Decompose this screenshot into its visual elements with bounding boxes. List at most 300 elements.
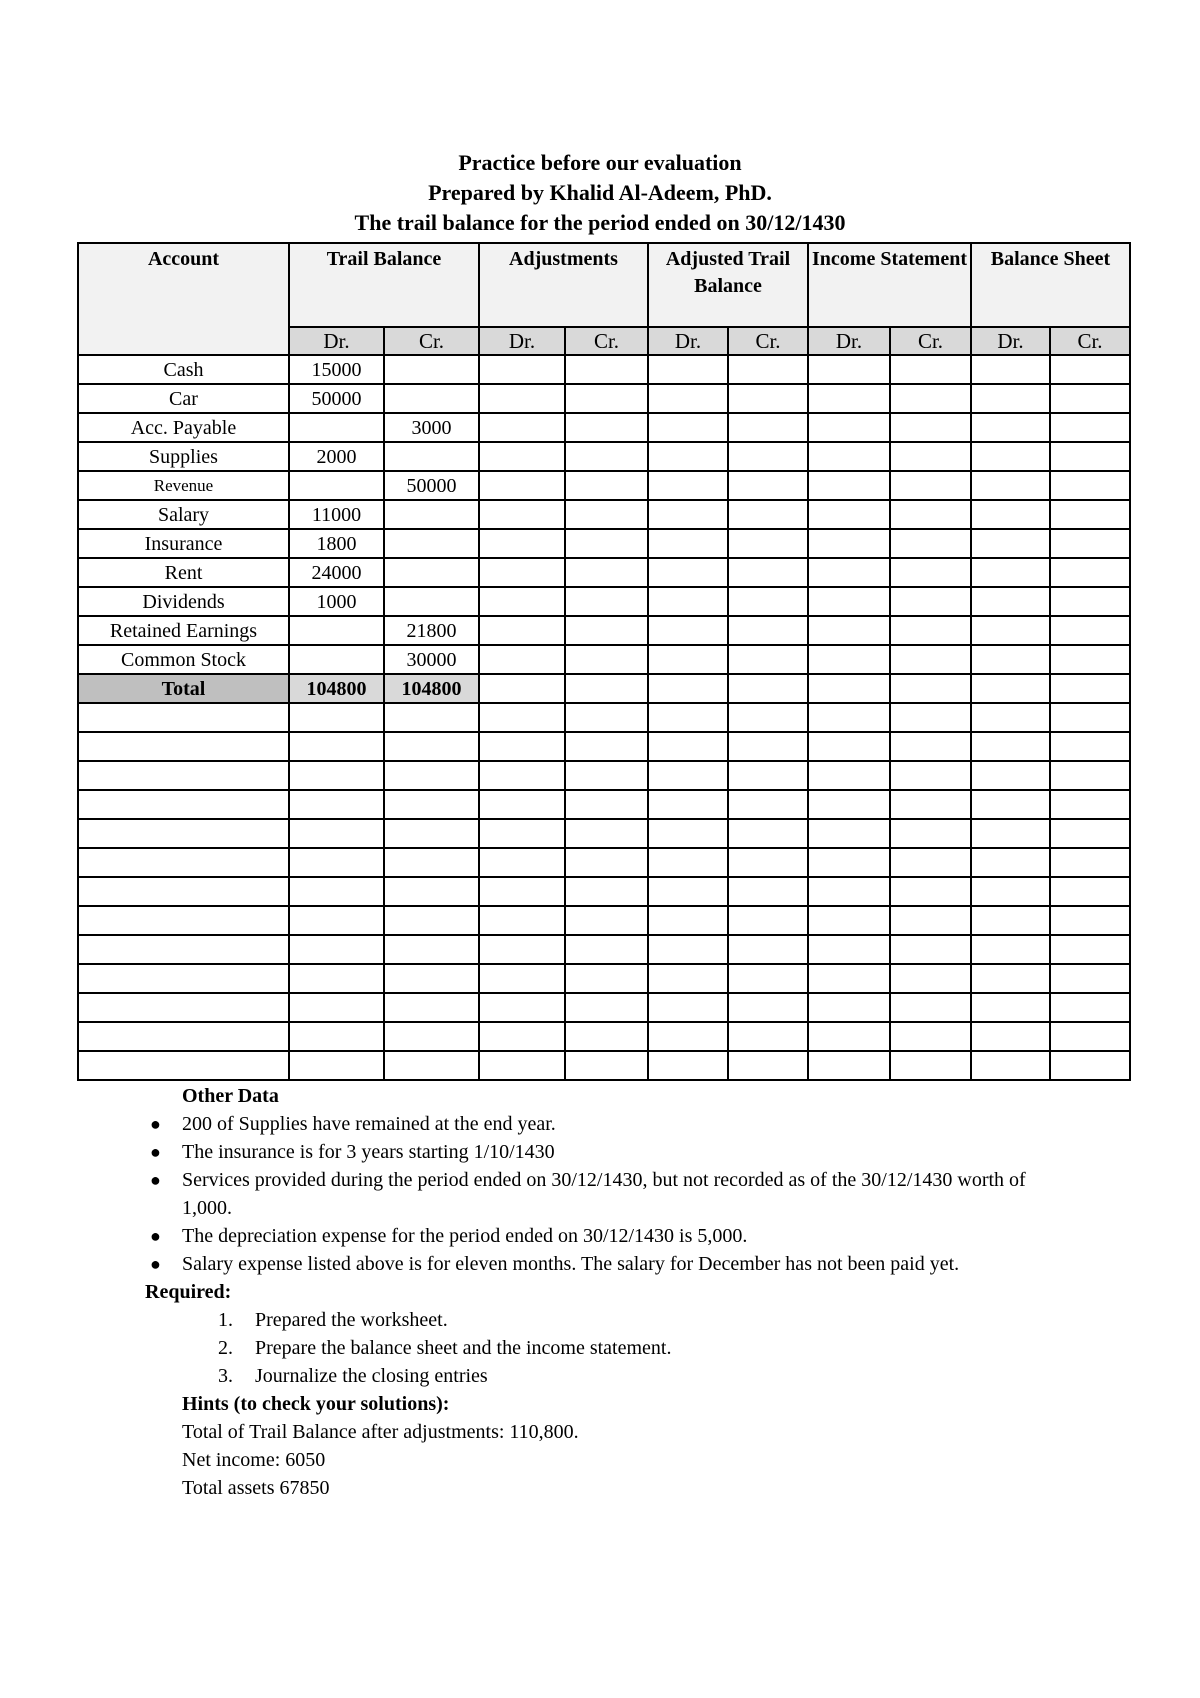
table-row (78, 819, 1130, 848)
bullet-icon: ● (150, 1170, 161, 1190)
empty-cell (648, 1051, 728, 1080)
empty-cell (890, 674, 971, 703)
empty-cell (971, 848, 1050, 877)
empty-cell (1050, 384, 1130, 413)
bullet-icon: ● (150, 1114, 161, 1134)
empty-cell (728, 935, 808, 964)
empty-cell (479, 645, 565, 674)
other-data-title: Other Data (182, 1085, 279, 1107)
empty-cell (1050, 935, 1130, 964)
empty-cell (890, 732, 971, 761)
header-line-3: The trail balance for the period ended on 30/12/1430 (354, 210, 846, 235)
empty-cell (971, 674, 1050, 703)
empty-cell (384, 906, 479, 935)
table-row (78, 790, 1130, 819)
empty-cell (971, 906, 1050, 935)
empty-cell (728, 558, 808, 587)
table-row (78, 732, 1130, 761)
empty-cell (1050, 848, 1130, 877)
empty-cell (971, 529, 1050, 558)
empty-cell (78, 964, 289, 993)
empty-cell (565, 471, 648, 500)
empty-cell (565, 500, 648, 529)
empty-cell (289, 964, 384, 993)
empty-cell (728, 587, 808, 616)
empty-cell (565, 732, 648, 761)
empty-cell (728, 442, 808, 471)
total-debit-cell: 104800 (289, 674, 384, 703)
empty-cell (808, 384, 890, 413)
empty-cell (289, 819, 384, 848)
hints-title: Hints (to check your solutions): (182, 1393, 450, 1415)
empty-cell (1050, 587, 1130, 616)
empty-cell (384, 993, 479, 1022)
empty-cell (890, 355, 971, 384)
empty-cell (728, 413, 808, 442)
empty-cell (890, 848, 971, 877)
table-row (78, 703, 1130, 732)
account-name-cell: Insurance (78, 529, 289, 558)
account-name-cell: Rent (78, 558, 289, 587)
empty-cell (648, 500, 728, 529)
empty-cell (648, 587, 728, 616)
total-credit-cell: 104800 (384, 674, 479, 703)
trail-balance-debit-cell: 15000 (289, 355, 384, 384)
empty-cell (971, 1051, 1050, 1080)
table-row (78, 384, 1130, 413)
group-header-balance-sheet: Balance Sheet (971, 243, 1130, 327)
empty-cell (971, 587, 1050, 616)
empty-cell (890, 645, 971, 674)
empty-cell (648, 877, 728, 906)
empty-cell (971, 877, 1050, 906)
empty-cell (384, 732, 479, 761)
empty-cell (728, 906, 808, 935)
hint-line: Net income: 6050 (182, 1449, 326, 1471)
empty-cell (565, 964, 648, 993)
empty-cell (890, 761, 971, 790)
empty-cell (890, 935, 971, 964)
empty-cell (565, 906, 648, 935)
header-line-1: Practice before our evaluation (458, 150, 742, 175)
empty-cell (890, 906, 971, 935)
empty-cell (384, 877, 479, 906)
empty-cell (565, 674, 648, 703)
empty-cell (808, 645, 890, 674)
empty-cell (728, 1051, 808, 1080)
empty-cell (479, 413, 565, 442)
empty-cell (1050, 819, 1130, 848)
empty-cell (808, 761, 890, 790)
trail-balance-debit-cell (289, 616, 384, 645)
empty-cell (728, 848, 808, 877)
empty-cell (890, 442, 971, 471)
empty-cell (728, 964, 808, 993)
empty-cell (479, 587, 565, 616)
empty-cell (648, 442, 728, 471)
empty-cell (971, 819, 1050, 848)
empty-cell (384, 761, 479, 790)
empty-cell (971, 471, 1050, 500)
empty-cell (648, 355, 728, 384)
empty-cell (971, 1022, 1050, 1051)
empty-cell (1050, 355, 1130, 384)
total-label-cell: Total (78, 674, 289, 703)
empty-cell (1050, 790, 1130, 819)
empty-cell (808, 1051, 890, 1080)
empty-cell (289, 1051, 384, 1080)
empty-cell (289, 732, 384, 761)
empty-cell (890, 587, 971, 616)
empty-cell (78, 877, 289, 906)
empty-cell (971, 355, 1050, 384)
empty-cell (479, 1022, 565, 1051)
empty-cell (479, 384, 565, 413)
table-row (78, 645, 1130, 674)
table-row (78, 616, 1130, 645)
empty-cell (565, 616, 648, 645)
empty-cell (890, 877, 971, 906)
empty-cell (890, 384, 971, 413)
account-name-cell: Acc. Payable (78, 413, 289, 442)
empty-cell (384, 935, 479, 964)
empty-cell (289, 993, 384, 1022)
empty-cell (565, 558, 648, 587)
empty-cell (565, 355, 648, 384)
table-row (78, 935, 1130, 964)
empty-cell (565, 384, 648, 413)
empty-cell (565, 529, 648, 558)
empty-cell (890, 703, 971, 732)
empty-cell (808, 935, 890, 964)
empty-cell (971, 442, 1050, 471)
required-list (145, 1306, 1045, 1390)
group-header-trail-balance: Trail Balance (289, 243, 479, 327)
empty-cell (648, 703, 728, 732)
trail-balance-credit-cell (384, 500, 479, 529)
empty-cell (648, 732, 728, 761)
empty-cell (971, 558, 1050, 587)
empty-cell (808, 848, 890, 877)
empty-cell (890, 413, 971, 442)
bullet-icon: ● (150, 1226, 161, 1246)
list-item: 1. Prepared the worksheet. (218, 1309, 448, 1331)
hints-section (182, 1390, 1045, 1502)
empty-cell (808, 964, 890, 993)
empty-cell (479, 558, 565, 587)
empty-cell (289, 790, 384, 819)
empty-cell (890, 1022, 971, 1051)
empty-cell (728, 732, 808, 761)
empty-cell (78, 848, 289, 877)
empty-cell (289, 703, 384, 732)
empty-cell (565, 1022, 648, 1051)
empty-cell (479, 819, 565, 848)
empty-cell (78, 935, 289, 964)
empty-cell (971, 964, 1050, 993)
empty-cell (648, 761, 728, 790)
empty-cell (78, 790, 289, 819)
empty-cell (648, 790, 728, 819)
empty-cell (648, 413, 728, 442)
trail-balance-debit-cell: 1000 (289, 587, 384, 616)
empty-cell (1050, 964, 1130, 993)
account-name-cell: Revenue (78, 471, 289, 500)
group-header-adjusted-trail-balance: Adjusted Trail Balance (648, 243, 808, 327)
trail-balance-debit-cell: 50000 (289, 384, 384, 413)
list-item: ● The insurance is for 3 years starting 1/10/1430 (145, 1138, 1045, 1166)
hint-line: Total of Trail Balance after adjustments: 110,800. (182, 1421, 579, 1443)
empty-cell (565, 413, 648, 442)
empty-cell (384, 964, 479, 993)
empty-cell (728, 500, 808, 529)
empty-cell (728, 819, 808, 848)
total-row (78, 674, 1130, 703)
empty-cell (565, 1051, 648, 1080)
empty-cell (808, 616, 890, 645)
table-row (78, 587, 1130, 616)
empty-cell (565, 848, 648, 877)
empty-cell (808, 790, 890, 819)
table-row (78, 558, 1130, 587)
empty-cell (1050, 761, 1130, 790)
list-item: ● Services provided during the period ended on 30/12/1430, but not recorded as of the 30/12/1430 worth of 1,000. (145, 1166, 1045, 1222)
empty-cell (728, 355, 808, 384)
trail-balance-credit-cell (384, 587, 479, 616)
empty-cell (479, 877, 565, 906)
empty-cell (1050, 616, 1130, 645)
empty-cell (479, 442, 565, 471)
empty-cell (479, 529, 565, 558)
empty-cell (565, 993, 648, 1022)
account-header: Account (78, 243, 289, 355)
empty-cell (1050, 471, 1130, 500)
empty-cell (1050, 703, 1130, 732)
empty-cell (648, 616, 728, 645)
empty-cell (289, 848, 384, 877)
empty-cell (728, 529, 808, 558)
empty-cell (728, 877, 808, 906)
empty-cell (728, 616, 808, 645)
empty-cell (78, 1022, 289, 1051)
empty-cell (384, 1022, 479, 1051)
group-header-income-statement: Income Statement (808, 243, 971, 327)
empty-cell (971, 413, 1050, 442)
empty-cell (648, 558, 728, 587)
empty-cell (971, 703, 1050, 732)
empty-cell (384, 703, 479, 732)
empty-cell (1050, 877, 1130, 906)
credit-column-header: Cr. (728, 327, 808, 355)
empty-cell (289, 935, 384, 964)
credit-column-header: Cr. (565, 327, 648, 355)
empty-cell (728, 1022, 808, 1051)
empty-cell (648, 384, 728, 413)
credit-column-header: Cr. (1050, 327, 1130, 355)
empty-cell (384, 1051, 479, 1080)
debit-column-header: Dr. (479, 327, 565, 355)
empty-cell (808, 413, 890, 442)
empty-cell (648, 993, 728, 1022)
empty-cell (479, 935, 565, 964)
empty-cell (479, 848, 565, 877)
trail-balance-debit-cell (289, 471, 384, 500)
empty-cell (78, 761, 289, 790)
empty-cell (648, 529, 728, 558)
worksheet-table (77, 242, 1131, 1081)
empty-cell (808, 471, 890, 500)
empty-cell (971, 732, 1050, 761)
trail-balance-credit-cell (384, 384, 479, 413)
empty-cell (479, 703, 565, 732)
account-name-cell: Salary (78, 500, 289, 529)
empty-cell (565, 587, 648, 616)
empty-cell (971, 935, 1050, 964)
empty-cell (1050, 674, 1130, 703)
empty-cell (565, 877, 648, 906)
empty-cell (890, 529, 971, 558)
empty-cell (808, 442, 890, 471)
empty-cell (808, 877, 890, 906)
empty-cell (1050, 413, 1130, 442)
empty-cell (808, 355, 890, 384)
empty-cell (890, 616, 971, 645)
trail-balance-debit-cell: 11000 (289, 500, 384, 529)
other-data-section (145, 1082, 1045, 1502)
empty-cell (728, 384, 808, 413)
empty-cell (78, 906, 289, 935)
empty-cell (971, 500, 1050, 529)
bullet-icon: ● (150, 1254, 161, 1274)
empty-cell (479, 732, 565, 761)
list-item: ● Salary expense listed above is for eleven months. The salary for December has not been paid yet. (145, 1250, 1045, 1278)
empty-cell (78, 819, 289, 848)
header-line-2: Prepared by Khalid Al-Adeem, PhD. (428, 180, 772, 205)
group-header-adjustments: Adjustments (479, 243, 648, 327)
empty-cell (1050, 442, 1130, 471)
empty-cell (1050, 1051, 1130, 1080)
credit-column-header: Cr. (384, 327, 479, 355)
account-name-cell: Retained Earnings (78, 616, 289, 645)
trail-balance-credit-cell: 21800 (384, 616, 479, 645)
empty-cell (78, 993, 289, 1022)
trail-balance-credit-cell (384, 442, 479, 471)
empty-cell (890, 819, 971, 848)
empty-cell (890, 790, 971, 819)
empty-cell (971, 993, 1050, 1022)
empty-cell (728, 674, 808, 703)
empty-cell (384, 848, 479, 877)
trail-balance-debit-cell: 2000 (289, 442, 384, 471)
empty-cell (890, 964, 971, 993)
empty-cell (1050, 993, 1130, 1022)
empty-cell (728, 993, 808, 1022)
account-name-cell: Cash (78, 355, 289, 384)
empty-cell (890, 1051, 971, 1080)
empty-cell (289, 761, 384, 790)
trail-balance-credit-cell (384, 529, 479, 558)
empty-cell (648, 819, 728, 848)
empty-cell (78, 732, 289, 761)
table-row (78, 964, 1130, 993)
empty-cell (565, 761, 648, 790)
trail-balance-credit-cell: 50000 (384, 471, 479, 500)
list-item: 3. Journalize the closing entries (218, 1365, 488, 1387)
trail-balance-debit-cell: 24000 (289, 558, 384, 587)
empty-cell (1050, 558, 1130, 587)
empty-cell (565, 703, 648, 732)
trail-balance-credit-cell (384, 355, 479, 384)
empty-cell (808, 993, 890, 1022)
table-row (78, 993, 1130, 1022)
account-name-cell: Common Stock (78, 645, 289, 674)
debit-column-header: Dr. (971, 327, 1050, 355)
table-row (78, 1051, 1130, 1080)
empty-cell (890, 500, 971, 529)
empty-cell (728, 471, 808, 500)
empty-cell (728, 645, 808, 674)
debit-column-header: Dr. (289, 327, 384, 355)
empty-cell (479, 906, 565, 935)
trail-balance-credit-cell: 3000 (384, 413, 479, 442)
document-header (0, 148, 1200, 238)
debit-column-header: Dr. (648, 327, 728, 355)
empty-cell (384, 819, 479, 848)
empty-cell (648, 1022, 728, 1051)
empty-cell (479, 674, 565, 703)
empty-cell (808, 674, 890, 703)
list-item: ● 200 of Supplies have remained at the end year. (145, 1110, 1045, 1138)
empty-cell (479, 471, 565, 500)
empty-cell (1050, 906, 1130, 935)
empty-cell (479, 790, 565, 819)
empty-cell (479, 616, 565, 645)
list-item: 2. Prepare the balance sheet and the income statement. (218, 1337, 672, 1359)
required-title: Required: (145, 1281, 232, 1303)
empty-cell (971, 761, 1050, 790)
empty-cell (971, 790, 1050, 819)
table-row (78, 442, 1130, 471)
empty-cell (971, 616, 1050, 645)
empty-cell (890, 471, 971, 500)
hint-line: Total assets 67850 (182, 1477, 330, 1499)
empty-cell (565, 935, 648, 964)
table-row (78, 471, 1130, 500)
empty-cell (479, 993, 565, 1022)
empty-cell (1050, 529, 1130, 558)
empty-cell (808, 500, 890, 529)
empty-cell (728, 790, 808, 819)
empty-cell (565, 819, 648, 848)
empty-cell (565, 790, 648, 819)
table-row (78, 761, 1130, 790)
trail-balance-credit-cell: 30000 (384, 645, 479, 674)
bullet-icon: ● (150, 1142, 161, 1162)
empty-cell (890, 558, 971, 587)
empty-cell (479, 761, 565, 790)
credit-column-header: Cr. (890, 327, 971, 355)
empty-cell (479, 500, 565, 529)
empty-cell (1050, 1022, 1130, 1051)
empty-cell (384, 790, 479, 819)
empty-cell (648, 848, 728, 877)
empty-cell (648, 935, 728, 964)
empty-cell (565, 442, 648, 471)
empty-cell (648, 674, 728, 703)
empty-cell (1050, 645, 1130, 674)
empty-cell (648, 645, 728, 674)
empty-cell (808, 558, 890, 587)
